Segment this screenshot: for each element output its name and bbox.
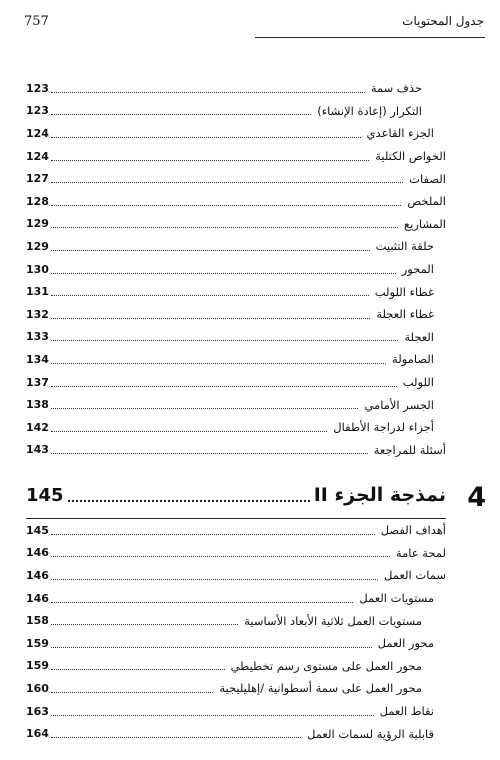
dot-leader bbox=[51, 534, 375, 535]
toc-entry-page: 146 bbox=[26, 546, 49, 560]
dot-leader bbox=[51, 602, 353, 603]
toc-entry-label: محور العمل bbox=[377, 636, 434, 651]
toc-entry-page: 164 bbox=[26, 727, 49, 741]
toc-entry-label: سمات العمل bbox=[384, 568, 446, 583]
toc-entry-label: لمحة عامة bbox=[395, 545, 446, 560]
dot-leader bbox=[51, 647, 372, 648]
toc-entry-label: حلقة التثبيت bbox=[375, 239, 434, 254]
toc-entry[interactable] bbox=[26, 542, 446, 565]
dot-leader bbox=[51, 692, 213, 693]
dot-leader bbox=[51, 556, 390, 557]
toc-entry-page: 146 bbox=[26, 591, 49, 605]
toc-entry-page: 137 bbox=[26, 375, 49, 389]
dot-leader bbox=[51, 205, 401, 206]
toc-entry-label: أهداف الفصل bbox=[380, 523, 446, 538]
toc-entry-label: قابلية الرؤية لسمات العمل bbox=[307, 726, 434, 741]
dot-leader bbox=[51, 715, 374, 716]
toc-entry-label: نقاط العمل bbox=[379, 704, 434, 719]
toc-entry[interactable] bbox=[26, 564, 446, 587]
toc-entry-page: 133 bbox=[26, 330, 49, 344]
toc-entry[interactable] bbox=[26, 280, 446, 303]
dot-leader bbox=[51, 295, 369, 296]
dot-leader bbox=[51, 137, 361, 138]
toc-entry-label: الجسر الأمامي bbox=[364, 397, 434, 412]
dot-leader bbox=[51, 340, 398, 341]
toc-entry-label: حذف سمة bbox=[370, 81, 422, 96]
toc-entry-label: الخواص الكتلية bbox=[375, 149, 446, 164]
toc-entry-page: 160 bbox=[26, 681, 49, 695]
toc-entry-label: العجلة bbox=[404, 329, 434, 344]
dot-leader bbox=[51, 273, 396, 274]
toc-entry-label: غطاء العجلة bbox=[376, 307, 434, 322]
toc-entry-label: مستويات العمل ثلاثية الأبعاد الأساسية bbox=[244, 613, 422, 628]
page-header bbox=[24, 14, 484, 36]
toc-entry[interactable] bbox=[26, 326, 446, 349]
toc-entry[interactable] bbox=[26, 519, 446, 542]
toc-entry[interactable] bbox=[26, 258, 446, 281]
dot-leader bbox=[51, 408, 358, 409]
toc-section-2 bbox=[26, 519, 446, 745]
dot-leader bbox=[51, 386, 397, 387]
toc-entry[interactable] bbox=[26, 100, 446, 123]
dot-leader bbox=[51, 669, 225, 670]
toc-entry-label: أسئلة للمراجعة bbox=[373, 442, 446, 457]
dot-leader bbox=[51, 579, 378, 580]
toc-entry-page: 159 bbox=[26, 659, 49, 673]
toc-entry-page: 127 bbox=[26, 172, 49, 186]
toc-entry-page: 134 bbox=[26, 352, 49, 366]
toc-entry-page: 129 bbox=[26, 239, 49, 253]
toc-entry[interactable] bbox=[26, 167, 446, 190]
toc-entry[interactable] bbox=[26, 348, 446, 371]
toc-entry[interactable] bbox=[26, 235, 446, 258]
toc-entry-page: 145 bbox=[26, 523, 49, 537]
dot-leader bbox=[51, 92, 365, 93]
toc-entry-page: 123 bbox=[26, 104, 49, 118]
dot-leader bbox=[51, 250, 370, 251]
toc-entry[interactable] bbox=[26, 722, 446, 745]
dot-leader bbox=[51, 431, 327, 432]
toc-entry[interactable] bbox=[26, 655, 446, 678]
dot-leader bbox=[51, 363, 386, 364]
toc-entry[interactable] bbox=[26, 677, 446, 700]
chapter-page-number: 145 bbox=[26, 484, 64, 506]
toc-entry[interactable] bbox=[26, 190, 446, 213]
toc-entry[interactable] bbox=[26, 632, 446, 655]
toc-entry-label: محور العمل على مستوى رسم تخطيطي bbox=[230, 658, 422, 673]
toc-entry[interactable] bbox=[26, 145, 446, 168]
chapter-number: 4 bbox=[467, 482, 486, 513]
toc-entry-label: اللولب bbox=[402, 375, 434, 390]
toc-entry-label: الصامولة bbox=[392, 352, 434, 367]
toc-entry-page: 131 bbox=[26, 285, 49, 299]
toc-entry[interactable] bbox=[26, 393, 446, 416]
dot-leader bbox=[68, 500, 310, 502]
toc-entry-page: 143 bbox=[26, 443, 49, 457]
dot-leader bbox=[51, 227, 398, 228]
toc-entry-page: 158 bbox=[26, 614, 49, 628]
dot-leader bbox=[51, 624, 238, 625]
toc-entry-page: 142 bbox=[26, 420, 49, 434]
toc-entry-label: محور العمل على سمة أسطوانية /إهليليجية bbox=[219, 681, 422, 696]
toc-entry-page: 163 bbox=[26, 704, 49, 718]
dot-leader bbox=[51, 182, 403, 183]
toc-entry[interactable] bbox=[26, 609, 446, 632]
toc-entry-page: 130 bbox=[26, 262, 49, 276]
toc-entry[interactable] bbox=[26, 439, 446, 462]
toc-entry-page: 128 bbox=[26, 194, 49, 208]
toc-entry-page: 159 bbox=[26, 636, 49, 650]
toc-entry-label: مستويات العمل bbox=[359, 591, 434, 606]
toc-entry[interactable] bbox=[26, 371, 446, 394]
toc-entry[interactable] bbox=[26, 213, 446, 236]
dot-leader bbox=[51, 114, 311, 115]
chapter-heading bbox=[26, 484, 486, 518]
header-rule bbox=[255, 37, 485, 38]
toc-entry-label: التكرار (إعادة الإنشاء) bbox=[317, 103, 422, 118]
dot-leader bbox=[51, 453, 368, 454]
toc-entry-label: أجزاء لدراجة الأطفال bbox=[333, 420, 434, 435]
page-number: 757 bbox=[24, 14, 49, 29]
running-title: جدول المحتويات bbox=[402, 14, 484, 28]
toc-entry[interactable] bbox=[26, 122, 446, 145]
toc-entry-label: غطاء اللولب bbox=[374, 284, 434, 299]
toc-entry-page: 123 bbox=[26, 81, 49, 95]
toc-entry-page: 124 bbox=[26, 149, 49, 163]
toc-entry-page: 132 bbox=[26, 307, 49, 321]
toc-entry-page: 138 bbox=[26, 398, 49, 412]
toc-entry-page: 146 bbox=[26, 568, 49, 582]
chapter-title: نمذجة الجزء II bbox=[313, 484, 446, 506]
toc-entry[interactable] bbox=[26, 700, 446, 723]
dot-leader bbox=[51, 160, 369, 161]
toc-entry[interactable] bbox=[26, 77, 446, 100]
toc-entry-label: الصفات bbox=[409, 171, 446, 186]
dot-leader bbox=[51, 318, 370, 319]
toc-entry-label: الملخص bbox=[407, 194, 446, 209]
toc-entry-label: الجزء القاعدي bbox=[366, 126, 434, 141]
toc-entry[interactable] bbox=[26, 303, 446, 326]
toc-entry[interactable] bbox=[26, 587, 446, 610]
toc-entry-page: 124 bbox=[26, 126, 49, 140]
toc-section-1 bbox=[26, 77, 446, 461]
dot-leader bbox=[51, 737, 301, 738]
toc-entry-label: المشاريع bbox=[404, 216, 446, 231]
toc-entry-label: المحور bbox=[401, 262, 434, 277]
toc-entry-page: 129 bbox=[26, 217, 49, 231]
toc-entry[interactable] bbox=[26, 416, 446, 439]
